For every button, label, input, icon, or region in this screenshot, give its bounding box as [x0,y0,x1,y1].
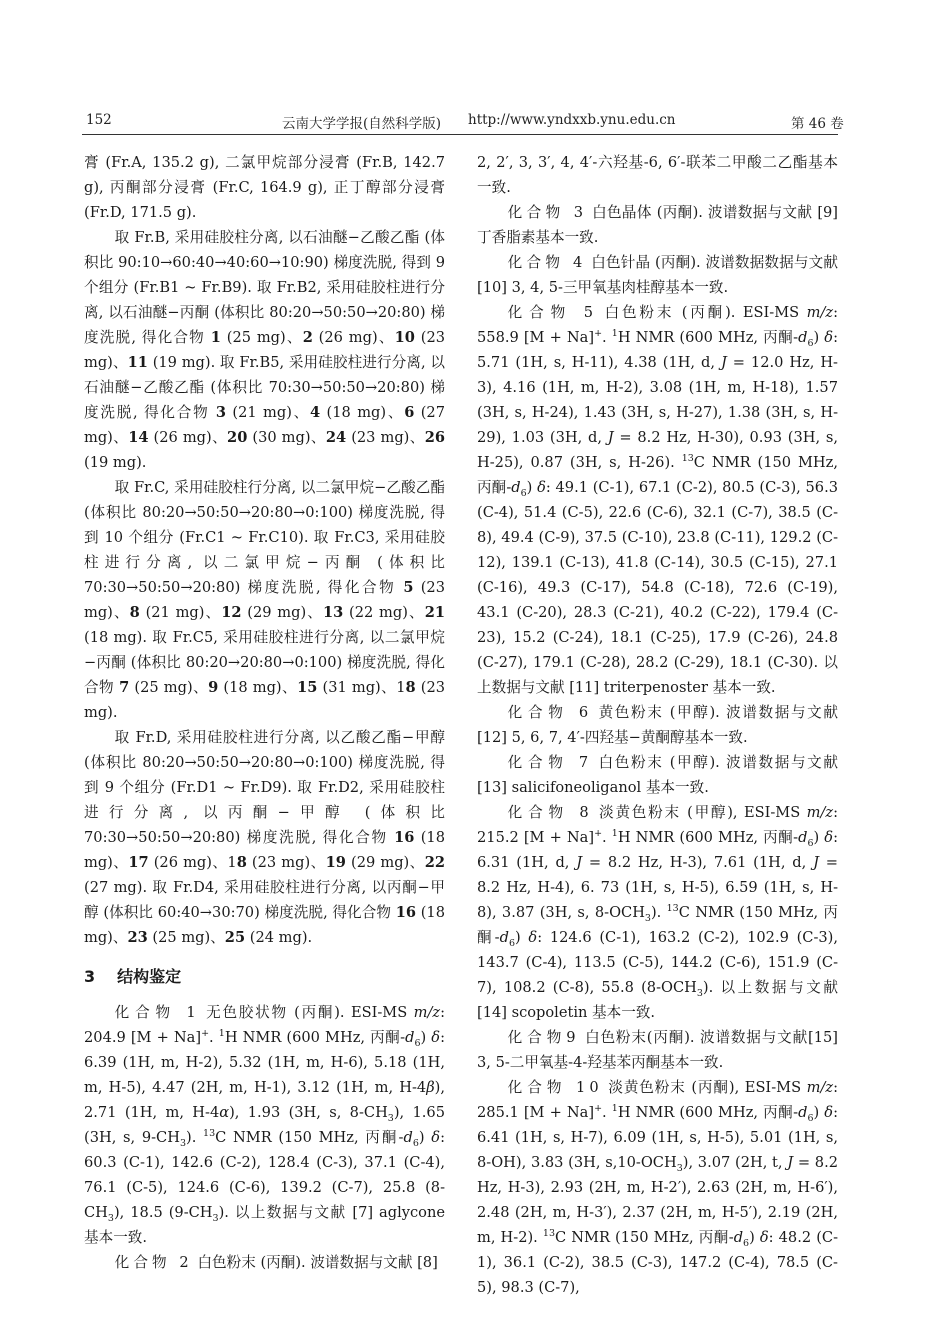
compound-number: 25 [224,929,246,946]
superscript: + [594,328,603,340]
italic-symbol: J [576,854,583,871]
italic-symbol: δ [431,1029,441,1046]
compound-number: 8 [129,604,140,621]
text-run: ), 1.93 (3H, s, 8-CH [229,1104,388,1121]
italic-symbol: d [499,929,509,946]
compound-label: 化合物 7 [507,754,593,771]
italic-symbol: β [426,1079,435,1096]
journal-name: 云南大学学报(自然科学版) [282,116,442,132]
italic-symbol: m/z [806,304,834,321]
text-run: ) [749,1229,760,1246]
journal-url: http://www.yndxxb.ynu.edu.cn [468,112,676,128]
superscript: 1 [611,828,618,840]
text-run: (23 mg)、 [346,429,425,446]
superscript: 1 [611,328,618,340]
superscript: + [594,828,603,840]
text-run: : 6.31 (1H, d, [477,829,839,871]
text-run: . [602,1104,612,1121]
text-run: : 49.1 (C-1), 67.1 (C-2), 80.5 (C-3), 56.3 (C-4), 51.4 (C-5), 22.6 (C-6), 32.1 (C-7), 38.5 (C-8), 49.4 (C-9), 37.5 (C-10), 23.8 (C-11), 129.2 (C-12), 139.1 (C-13), 41.8 (C-14), 30.5 (C-15), 27.1 (C-16), 49.3 (C-17), 54.8 (C-18), 72.6 (C-19), 43.1 (C-20), 28.3 (C-21), 40.2 (C-22), 179.4 (C-23), 15.2 (C-24), 18.1 (C-25), 17.9 (C-26), 24.8 (C-27), 179.1 (C-28), 28.2 (C-29), 18.1 (C-30). 以上数据与文献 [11] triterpenoster 基本一致. [477,479,839,696]
superscript: 13 [681,453,694,465]
text-run: : 558.9 [M + Na] [477,304,838,346]
italic-symbol: δ [431,1129,441,1146]
compound-10-data [477,1079,838,1296]
compound-number: 16 [395,904,417,921]
text-run: : 215.2 [M + Na] [477,804,838,846]
italic-symbol: d [798,829,808,846]
compound-10-paragraph [477,1075,838,1300]
text-run: (24 mg). [245,929,313,946]
compound-number: 4 [310,404,321,421]
compound-number: 23 [127,929,148,946]
compound-2-paragraph [84,1250,445,1275]
compound-3-paragraph [477,200,838,250]
compound-number: 22 [424,854,446,871]
text-run: (26 mg)、 [312,329,395,346]
text-run: (25 mg)、 [220,329,303,346]
compound-number: 8 [405,679,416,696]
right-column [477,150,838,1300]
compound-label: 化合物9 [507,1029,580,1046]
text-run: ). [186,1129,204,1146]
text-run: 白色粉末 (丙酮). ESI-MS [597,304,807,321]
compound-number: 10 [394,329,415,346]
text-run: : 5.71 (1H, s, H-11), 4.38 (1H, d, [477,329,839,371]
compound-3-text: 白色晶体 (丙酮). 波谱数据与文献 [9] 丁香脂素基本一致. [477,204,838,246]
compound-2-text: 白色粉末 (丙酮). 波谱数据与文献 [8] [192,1254,438,1271]
compound-number: 12 [221,604,242,621]
text-run: (27 mg)、 [84,404,445,446]
text-run: = 8.2 Hz, H-30), 0.93 (3H, s, H-25), 0.87 (3H, s, H-26). [477,429,838,471]
text-run: C NMR (150 MHz, 丙酮- [555,1229,734,1246]
superscript: 13 [542,1228,555,1240]
text-run: ), 1.65 (3H, s, 9-CH [84,1104,445,1146]
compound-number: 11 [127,354,148,371]
text-run: (21 mg)、 [139,604,222,621]
superscript: + [594,1103,603,1115]
italic-symbol: d [798,1104,808,1121]
text-run: (18 mg)、 [320,404,405,421]
subscript: 3 [179,1137,186,1149]
section-number: 3 [84,967,96,986]
text-run: (25 mg)、 [129,679,209,696]
paragraph-fr-c [84,475,445,725]
text-run: H NMR (600 MHz, 丙酮- [617,829,799,846]
italic-symbol: δ [824,829,834,846]
text-run: ) [813,829,825,846]
text-run: = 12.0 Hz, H-3), 4.16 (1H, m, H-2), 3.08 (1H, m, H-18), 1.57 (3H, s, H-24), 1.43 (3H, s, H-27), 1.38 (3H, s, H-29), 1.03 (3H, d, [477,354,838,446]
subscript: 6 [807,837,814,849]
subscript: 3 [696,987,703,999]
text-run: = 8.2 Hz, H-4), 6. 73 (1H, s, H-5), 6.59 (1H, s, H-8), 3.87 (3H, s, 8-OCH [477,854,838,921]
text-run: (27 mg). 取 Fr.D4, 采用硅胶柱进行分离, 以丙酮−甲醇 (体积比 60:40→30:70) 梯度洗脱, 得化合物 [84,879,445,921]
italic-symbol: m/z [806,804,834,821]
text-run: (23 mg)、 [84,579,445,621]
text-run: : 124.6 (C-1), 163.2 (C-2), 102.9 (C-3), 143.7 (C-4), 113.5 (C-5), 144.2 (C-6), 151.9 (C-7), 108.2 (C-8), 55.8 (8-OCH [477,929,838,996]
text-run: ) [420,1029,432,1046]
italic-symbol: d [511,479,521,496]
text-run: 取 Fr.D, 采用硅胶柱进行分离, 以乙酸乙酯−甲醇 (体积比 80:20→50:50→20:80→0:100) 梯度洗脱, 得到 9 个组分 (Fr.D1 ~ Fr.D9). 取 Fr.D2, 采用硅胶柱进行分离, 以丙酮−甲醇 (体积比 70:30→50:50→20:80) 梯度洗脱, 得化合物 [84,729,445,846]
compound-number: 5 [403,579,414,596]
compound-label: 化合物 4 [507,254,587,271]
text-run: H NMR (600 MHz, 丙酮- [617,329,799,346]
italic-symbol: J [720,354,727,371]
italic-symbol: δ [759,1229,769,1246]
subscript: 3 [644,912,651,924]
compound-9-paragraph [477,1025,838,1075]
superscript: 13 [666,903,679,915]
text-run: : 285.1 [M + Na] [477,1079,838,1121]
text-run: : 6.41 (1H, s, H-7), 6.09 (1H, s, H-5), 5.01 (1H, s, 8-OH), 3.83 (3H, s,10-OCH [477,1104,839,1171]
italic-symbol: m/z [413,1004,441,1021]
text-run: (18 mg)、 [218,679,298,696]
text-run: = 8.2 Hz, H-3), 7.61 (1H, d, [582,854,814,871]
text-run: (19 mg). 取 Fr.B5, 采用硅胶柱进行分离, 以石油醚−乙酸乙酯 (体积比 70:30→50:50→20:80) 梯度洗脱, 得化合物 [84,354,445,421]
superscript: 1 [218,1028,225,1040]
subscript: 3 [107,1212,114,1224]
text-run: (23 mg). [84,679,446,721]
volume-label: 第 46 卷 [791,116,844,132]
text-run: C NMR (150 MHz, 丙酮- [477,454,838,496]
text-run: (18 mg). 取 Fr.C5, 采用硅胶柱进行分离, 以二氯甲烷−丙酮 (体积比 80:20→20:80→0:100) 梯度洗脱, 得化合物 [84,629,445,696]
paragraph-fr-d [84,725,445,950]
text-run: 无色胶状物 (丙酮). ESI-MS [199,1004,414,1021]
italic-symbol: δ [824,329,834,346]
compound-label: 化合物 2 [114,1254,193,1271]
header-rule [82,134,838,135]
text-run: : 6.39 (1H, m, H-2), 5.32 (1H, m, H-6), 5.18 (1H, m, H-5), 4.47 (2H, m, H-1), 3.12 (1H, m, H-4 [84,1029,446,1096]
compound-label: 化合物 1 [114,1004,200,1021]
text-run: ). [650,904,667,921]
left-column [84,150,445,1275]
compound-label: 化合物 10 [507,1079,603,1096]
text-run: 取 Fr.C, 采用硅胶柱行分离, 以二氯甲烷−乙酸乙酯 (体积比 80:20→50:50→20:80→0:100) 梯度洗脱, 得到 10 个组分 (Fr.C1 ~ Fr.C10). 取 Fr.C3, 采用硅胶柱进行分离, 以二氯甲烷−丙酮 (体积比 70:30→50:50→20:80) 梯度洗脱, 得化合物 [84,479,445,596]
text-run: ) [813,1104,825,1121]
compound-1-paragraph [84,1000,445,1250]
text-run: ) [515,929,529,946]
subscript: 6 [412,1137,419,1149]
compound-9-text: 白色粉末(丙酮). 波谱数据与文献[15] 3, 5-二甲氧基-4-羟基苯丙酮基本一致. [477,1029,838,1071]
text-run: (31 mg)、1 [317,679,406,696]
subscript: 3 [387,1112,394,1124]
text-run: ) [813,329,825,346]
subscript: 6 [414,1037,421,1049]
text-run: ), 3.07 (2H, t, [682,1154,788,1171]
compound-5-paragraph [477,300,838,700]
italic-symbol: J [607,429,614,446]
italic-symbol: m/z [806,1079,834,1096]
text-run: ), 2.71 (1H, m, H-4 [84,1079,445,1121]
compound-8-data [477,804,838,1021]
subscript: 6 [743,1237,750,1249]
text-run: (19 mg). [84,454,147,471]
text-run: (22 mg)、 [343,604,425,621]
text-run: (23 mg)、 [84,329,446,371]
italic-symbol: d [798,329,808,346]
text-run: (29 mg)、 [241,604,323,621]
text-run: 淡黄色粉末 (甲醇), ESI-MS [592,804,807,821]
italic-symbol: δ [824,1104,834,1121]
compound-6-text: 黄色粉末 (甲醇). 波谱数据与文献 [12] 5, 6, 7, 4′-四羟基−黄酮醇基本一致. [477,704,838,746]
compound-number: 15 [297,679,318,696]
text-run: 取 Fr.B, 采用硅胶柱分离, 以石油醚−乙酸乙酯 (体积比 90:10→60:40→40:60→10:90) 梯度洗脱, 得到 9 个组分 (Fr.B1 ~ Fr.B9). 取 Fr.B2, 采用硅胶柱进行分离, 以石油醚−丙酮 (体积比 80:20→50:50→20:80) 梯度洗脱, 得化合物 [84,229,445,346]
text-run: : 204.9 [M + Na] [84,1004,445,1046]
text-run: : 48.2 (C-1), 36.1 (C-2), 38.5 (C-3), 147.2 (C-4), 78.5 (C-5), 98.3 (C-7), [477,1229,839,1296]
compound-number: 14 [128,429,149,446]
compound-number: 7 [119,679,130,696]
paragraph-fr-b [84,225,445,475]
text-run: ). 以上数据与文献 [7] aglycone 基本一致. [84,1204,445,1246]
text-run: (18 mg)、 [84,904,445,946]
text-run: (23 mg)、 [246,854,326,871]
compound-2-continuation: 2, 2′, 3, 3′, 4, 4′-六羟基-6, 6′-联苯二甲酸二乙酯基本一致. [477,154,838,196]
compound-number: 17 [128,854,149,871]
text-run: (26 mg)、 [148,429,228,446]
compound-number: 20 [227,429,248,446]
text-run: (25 mg)、 [147,929,225,946]
italic-symbol: J [787,1154,794,1171]
compound-4-text: 白色针晶 (丙酮). 波谱数据数据与文献 [10] 3, 4, 5-三甲氧基肉桂醇基本一致. [477,254,838,296]
compound-number: 9 [208,679,219,696]
compound-1-data [84,1004,445,1246]
text-run: = 8.2 Hz, H-3), 2.93 (2H, m, H-2′), 2.63 (2H, m, H-6′), 2.48 (2H, m, H-3′), 2.37 (2H, m, H-5′), 2.19 (2H, m, H-2). [477,1154,839,1246]
text-run: (26 mg)、1 [148,854,237,871]
compound-number: 16 [394,829,415,846]
compound-number: 26 [424,429,446,446]
text-run: . [602,329,612,346]
compound-7-text: 白色粉末 (甲醇). 波谱数据与文献 [13] salicifoneoliganol 基本一致. [477,754,838,796]
italic-symbol: J [813,854,819,871]
compound-5-data [477,304,838,696]
text-run: ). 以上数据与文献 [14] scopoletin 基本一致. [477,979,838,1021]
italic-symbol: d [403,1129,413,1146]
compound-6-paragraph [477,700,838,750]
superscript: + [201,1028,210,1040]
compound-number: 13 [322,604,344,621]
text-run: . [602,829,612,846]
subscript: 6 [520,487,527,499]
text-run: ) [418,1129,432,1146]
subscript: 3 [676,1162,683,1174]
compound-number: 2 [302,329,313,346]
compound-label: 化合物 8 [507,804,593,821]
subscript: 6 [807,337,814,349]
text-run: (30 mg)、 [247,429,326,446]
text-run: . [209,1029,219,1046]
text-run: ) [526,479,538,496]
text-run: 淡黄色粉末 (丙酮), ESI-MS [602,1079,807,1096]
page-number: 152 [86,112,112,128]
text-run: ), 18.5 (9-CH [113,1204,213,1221]
italic-symbol: α [219,1104,230,1121]
text-run: (18 mg)、 [84,829,445,871]
compound-number: 1 [210,329,221,346]
text-run: : 60.3 (C-1), 142.6 (C-2), 128.4 (C-3), 37.1 (C-4), 76.1 (C-5), 124.6 (C-6), 139.2 (C-7), 25.8 (8-CH [84,1129,445,1221]
compound-label: 化合物 6 [507,704,593,721]
compound-number: 19 [325,854,346,871]
compound-4-paragraph [477,250,838,300]
compound-number: 8 [236,854,247,871]
text-run: H NMR (600 MHz, 丙酮- [617,1104,799,1121]
compound-number: 6 [404,404,415,421]
compound-number: 21 [424,604,446,621]
compound-number: 24 [325,429,347,446]
subscript: 6 [807,1112,814,1124]
italic-symbol: δ [528,929,538,946]
compound-label: 化合物 3 [507,204,588,221]
text-run: C NMR (150 MHz, 丙酮- [477,904,838,946]
paragraph-extract-fractions: 膏 (Fr.A, 135.2 g), 二氯甲烷部分浸膏 (Fr.B, 142.7 g), 丙酮部分浸膏 (Fr.C, 164.9 g), 正丁醇部分浸膏 (Fr.D, 171.5 g). [84,154,445,221]
compound-number: 3 [215,404,226,421]
italic-symbol: d [405,1029,415,1046]
superscript: 13 [203,1128,216,1140]
text-run: H NMR (600 MHz, 丙酮- [224,1029,406,1046]
section-title: 结构鉴定 [117,967,182,986]
text-run: C NMR (150 MHz, 丙酮- [215,1129,404,1146]
subscript: 3 [212,1212,219,1224]
superscript: 1 [611,1103,618,1115]
section-heading-structure [84,964,445,990]
italic-symbol: δ [537,479,546,496]
compound-label: 化合物 5 [507,304,598,321]
italic-symbol: d [733,1229,744,1246]
text-run: (29 mg)、 [345,854,425,871]
compound-7-paragraph [477,750,838,800]
compound-8-paragraph [477,800,838,1025]
subscript: 6 [508,937,515,949]
text-run: (21 mg)、 [226,404,311,421]
